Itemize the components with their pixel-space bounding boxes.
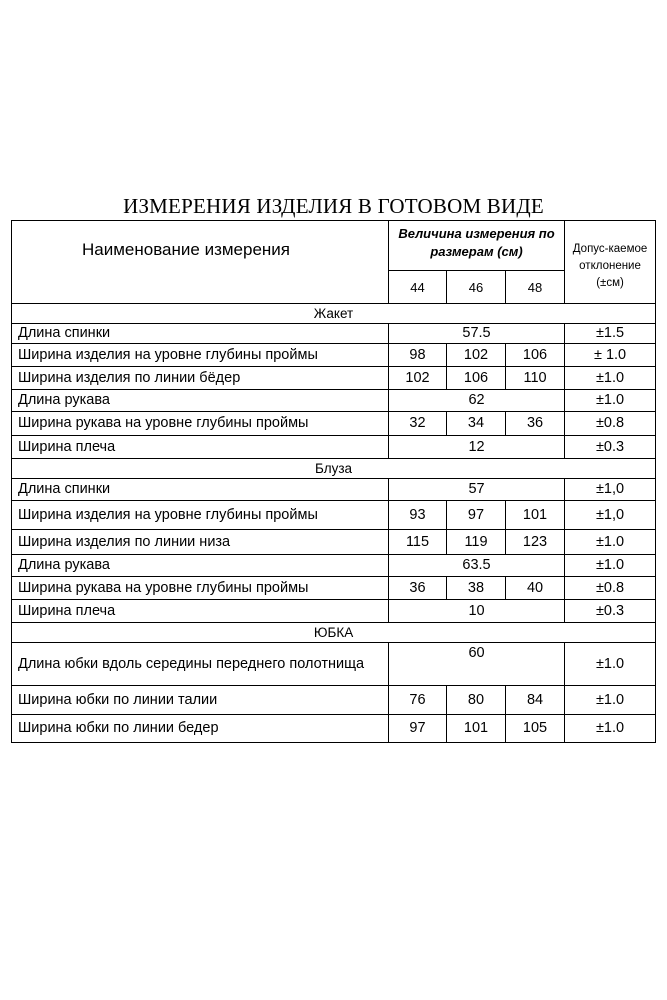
- measurement-value: 115: [389, 530, 447, 555]
- header-sizes-label: Величина измерения по размерам (см): [389, 221, 565, 271]
- measurement-row: [12, 555, 656, 577]
- measurement-value: 102: [389, 367, 447, 390]
- measurement-row: [12, 367, 656, 390]
- measurement-value: 40: [506, 577, 565, 600]
- measurement-row: [12, 479, 656, 501]
- measurement-value: 62: [389, 390, 565, 412]
- measurement-value: 98: [389, 344, 447, 367]
- measurement-name: Ширина изделия по линии бёдер: [12, 367, 389, 390]
- measurement-value: 84: [506, 686, 565, 715]
- measurement-row: [12, 643, 656, 686]
- measurement-row: [12, 436, 656, 459]
- header-tolerance-label: Допус-каемое отклонение (±см): [565, 221, 656, 304]
- measurement-name: Ширина изделия по линии низа: [12, 530, 389, 555]
- measurement-row: [12, 686, 656, 715]
- measurement-row: [12, 344, 656, 367]
- measurement-value: 12: [389, 436, 565, 459]
- measurement-row: [12, 501, 656, 530]
- measurement-value: 34: [447, 412, 506, 436]
- measurement-value: 57.5: [389, 324, 565, 344]
- measurement-name: Ширина юбки по линии бедер: [12, 715, 389, 743]
- tolerance-value: ±1.0: [565, 530, 656, 555]
- measurement-value: 97: [447, 501, 506, 530]
- measurement-name: Ширина юбки по линии талии: [12, 686, 389, 715]
- measurement-row: [12, 577, 656, 600]
- measurement-value: 106: [447, 367, 506, 390]
- measurement-name: Длина спинки: [12, 324, 389, 344]
- measurement-value: 106: [506, 344, 565, 367]
- measurement-name: Ширина плеча: [12, 600, 389, 623]
- measurement-value: 102: [447, 344, 506, 367]
- tolerance-value: ±1.0: [565, 390, 656, 412]
- tolerance-value: ±1.0: [565, 686, 656, 715]
- tolerance-value: ±1,0: [565, 479, 656, 501]
- measurement-row: [12, 390, 656, 412]
- measurement-value: 101: [447, 715, 506, 743]
- section-title: Блуза: [12, 459, 656, 479]
- measurement-value: 80: [447, 686, 506, 715]
- measurement-name: Длина юбки вдоль середины переднего полотнища: [12, 643, 389, 686]
- measurement-value: 32: [389, 412, 447, 436]
- measurement-value: 105: [506, 715, 565, 743]
- measurements-table: [11, 220, 656, 743]
- tolerance-value: ±0.3: [565, 436, 656, 459]
- measurement-row: [12, 600, 656, 623]
- size-48: 48: [506, 271, 565, 304]
- measurement-value: 97: [389, 715, 447, 743]
- tolerance-value: ±1,0: [565, 501, 656, 530]
- measurement-value: 60: [389, 643, 565, 686]
- measurement-name: Длина рукава: [12, 555, 389, 577]
- tolerance-value: ±1.0: [565, 643, 656, 686]
- header-row: [12, 221, 656, 271]
- measurement-value: 123: [506, 530, 565, 555]
- measurement-row: [12, 324, 656, 344]
- measurement-value: 101: [506, 501, 565, 530]
- measurement-name: Ширина рукава на уровне глубины проймы: [12, 577, 389, 600]
- measurement-value: 110: [506, 367, 565, 390]
- measurement-value: 119: [447, 530, 506, 555]
- measurement-row: [12, 715, 656, 743]
- measurement-name: Ширина плеча: [12, 436, 389, 459]
- measurement-value: 36: [506, 412, 565, 436]
- measurement-value: 63.5: [389, 555, 565, 577]
- tolerance-value: ±1.0: [565, 555, 656, 577]
- header-name: Наименование измерения: [12, 221, 389, 304]
- measurement-value: 38: [447, 577, 506, 600]
- section-title: Жакет: [12, 304, 656, 324]
- tolerance-value: ±1.0: [565, 367, 656, 390]
- tolerance-value: ± 1.0: [565, 344, 656, 367]
- document-title: ИЗМЕРЕНИЯ ИЗДЕЛИЯ В ГОТОВОМ ВИДЕ: [123, 194, 544, 218]
- section-row: [12, 304, 656, 324]
- measurement-name: Длина спинки: [12, 479, 389, 501]
- measurement-name: Ширина рукава на уровне глубины проймы: [12, 412, 389, 436]
- tolerance-value: ±0.8: [565, 577, 656, 600]
- tolerance-value: ±0.8: [565, 412, 656, 436]
- measurement-name: Длина рукава: [12, 390, 389, 412]
- measurement-row: [12, 412, 656, 436]
- measurement-value: 76: [389, 686, 447, 715]
- measurement-value: 36: [389, 577, 447, 600]
- measurement-value: 10: [389, 600, 565, 623]
- size-44: 44: [389, 271, 447, 304]
- measurement-value: 57: [389, 479, 565, 501]
- measurement-name: Ширина изделия на уровне глубины проймы: [12, 344, 389, 367]
- size-46: 46: [447, 271, 506, 304]
- section-row: [12, 459, 656, 479]
- tolerance-value: ±1.0: [565, 715, 656, 743]
- measurement-value: 93: [389, 501, 447, 530]
- measurement-row: [12, 530, 656, 555]
- section-title: ЮБКА: [12, 623, 656, 643]
- measurement-name: Ширина изделия на уровне глубины проймы: [12, 501, 389, 530]
- section-row: [12, 623, 656, 643]
- tolerance-value: ±1.5: [565, 324, 656, 344]
- tolerance-value: ±0.3: [565, 600, 656, 623]
